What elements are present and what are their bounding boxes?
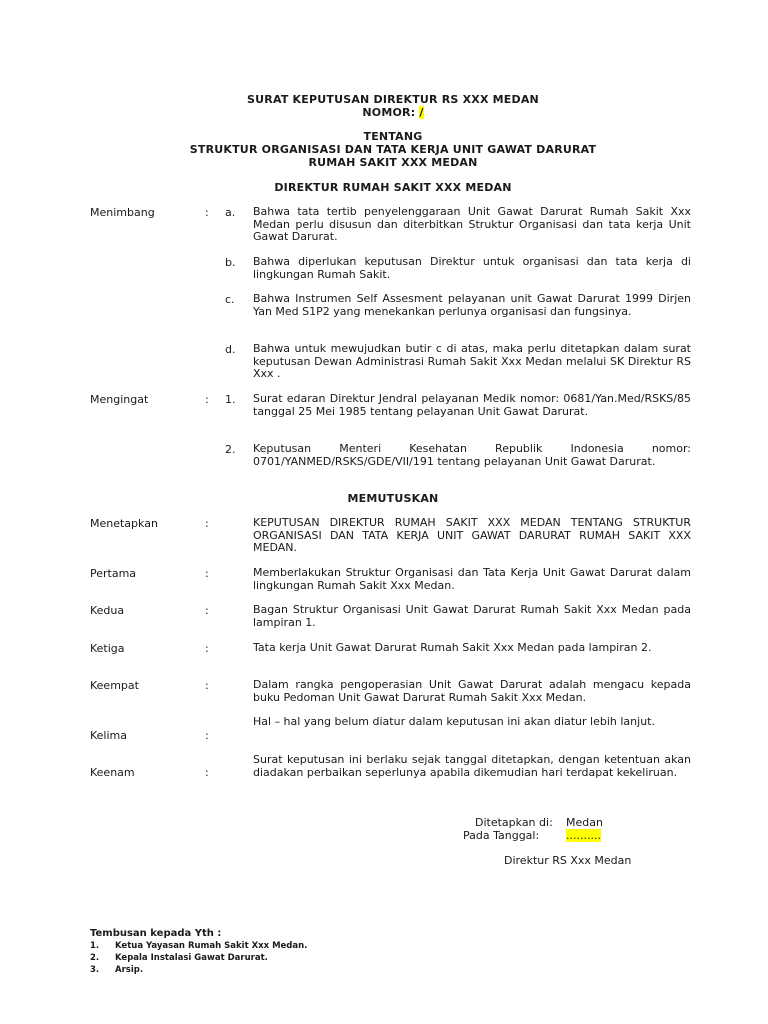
menimbang-letter: d. bbox=[225, 343, 236, 356]
tanggal-value: .......... bbox=[566, 829, 601, 842]
tembusan-number: 3. bbox=[90, 965, 100, 975]
menimbang-colon: : bbox=[205, 206, 209, 219]
tentang-heading: TENTANG bbox=[363, 130, 423, 143]
signer-name: Direktur RS Xxx Medan bbox=[504, 854, 632, 867]
decision-colon: : bbox=[205, 679, 209, 692]
tembusan-title: Tembusan kepada Yth : bbox=[90, 928, 222, 939]
menimbang-letter: b. bbox=[225, 256, 236, 269]
decision-label: Keenam bbox=[90, 766, 135, 779]
mengingat-label: Mengingat bbox=[90, 393, 149, 406]
nomor-value: / bbox=[419, 106, 424, 119]
mengingat-number: 1. bbox=[225, 393, 236, 406]
nomor-line bbox=[0, 106, 768, 119]
mengingat-text: Surat edaran Direktur Jendral pelayanan Medik nomor: 0681/Yan.Med/RSKS/85 tanggal 25 Mei 1985 tentang pelayanan Unit Gawat Darurat. bbox=[253, 392, 691, 418]
menimbang-letter: c. bbox=[225, 293, 235, 306]
menimbang-text: Bahwa tata tertib penyelenggaraan Unit Gawat Darurat Rumah Sakit Xxx Medan perlu disusun dan diterbitkan Struktur Organisasi dan tata kerja Unit Gawat Darurat. bbox=[253, 205, 691, 243]
decision-text: Memberlakukan Struktur Organisasi dan Tata Kerja Unit Gawat Darurat dalam lingkungan Rumah Sakit Xxx Medan. bbox=[253, 566, 691, 592]
decision-text: Surat keputusan ini berlaku sejak tanggal ditetapkan, dengan ketentuan akan diadakan perbaikan seperlunya apabila dikemudian hari terdapat kekeliruan. bbox=[253, 753, 691, 779]
decision-colon: : bbox=[205, 729, 209, 742]
decision-colon: : bbox=[205, 766, 209, 779]
menimbang-text: Bahwa diperlukan keputusan Direktur untuk organisasi dan tata kerja di lingkungan Rumah Sakit. bbox=[253, 255, 691, 281]
menimbang-text: Bahwa untuk mewujudkan butir c di atas, maka perlu ditetapkan dalam surat keputusan Dewan Administrasi Rumah Sakit Xxx Medan melalui SK Direktur RS Xxx . bbox=[253, 342, 691, 380]
decision-label: Menetapkan bbox=[90, 517, 158, 530]
nomor-label: NOMOR: bbox=[362, 106, 416, 119]
decision-colon: : bbox=[205, 604, 209, 617]
menimbang-text: Bahwa Instrumen Self Assesment pelayanan unit Gawat Darurat 1999 Dirjen Yan Med S1P2 yang menekankan perlunya organisasi dan fungsinya. bbox=[253, 292, 691, 318]
decision-label: Ketiga bbox=[90, 642, 125, 655]
memutuskan-heading: MEMUTUSKAN bbox=[347, 492, 439, 505]
mengingat-number: 2. bbox=[225, 443, 236, 456]
decision-label: Keempat bbox=[90, 679, 139, 692]
decision-label: Kedua bbox=[90, 604, 125, 617]
decision-colon: : bbox=[205, 567, 209, 580]
issuer-heading: DIREKTUR RUMAH SAKIT XXX MEDAN bbox=[274, 181, 512, 194]
decision-label: Pertama bbox=[90, 567, 137, 580]
subject-line-2: RUMAH SAKIT XXX MEDAN bbox=[308, 156, 478, 169]
decision-text: Dalam rangka pengoperasian Unit Gawat Darurat adalah mengacu kepada buku Pedoman Unit Gawat Darurat Rumah Sakit Xxx Medan. bbox=[253, 678, 691, 704]
decision-colon: : bbox=[205, 642, 209, 655]
mengingat-text: Keputusan Menteri Kesehatan Republik Indonesia nomor: 0701/YANMED/RSKS/GDE/VII/191 tentang pelayanan Unit Gawat Darurat. bbox=[253, 442, 691, 468]
tembusan-number: 1. bbox=[90, 941, 100, 951]
decision-text: Bagan Struktur Organisasi Unit Gawat Darurat Rumah Sakit Xxx Medan pada lampiran 1. bbox=[253, 603, 691, 629]
mengingat-colon: : bbox=[205, 393, 209, 406]
tembusan-number: 2. bbox=[90, 953, 100, 963]
menimbang-label: Menimbang bbox=[90, 206, 155, 219]
decision-text: Hal – hal yang belum diatur dalam keputusan ini akan diatur lebih lanjut. bbox=[253, 715, 655, 728]
subject-line-1: STRUKTUR ORGANISASI DAN TATA KERJA UNIT GAWAT DARURAT bbox=[189, 143, 597, 156]
tembusan-item: Arsip. bbox=[115, 965, 144, 975]
decision-label: Kelima bbox=[90, 729, 128, 742]
ditetapkan-label: Ditetapkan di: bbox=[475, 816, 553, 829]
decision-text: Tata kerja Unit Gawat Darurat Rumah Sakit Xxx Medan pada lampiran 2. bbox=[253, 641, 652, 654]
menimbang-letter: a. bbox=[225, 206, 236, 219]
ditetapkan-value: Medan bbox=[566, 816, 603, 829]
tembusan-item: Kepala Instalasi Gawat Darurat. bbox=[115, 953, 268, 963]
tembusan-item: Ketua Yayasan Rumah Sakit Xxx Medan. bbox=[115, 941, 308, 951]
document-title: SURAT KEPUTUSAN DIREKTUR RS XXX MEDAN bbox=[247, 93, 539, 106]
decision-colon: : bbox=[205, 517, 209, 530]
tanggal-label: Pada Tanggal: bbox=[463, 829, 540, 842]
decision-text: KEPUTUSAN DIREKTUR RUMAH SAKIT XXX MEDAN TENTANG STRUKTUR ORGANISASI DAN TATA KERJA UNIT GAWAT DARURAT RUMAH SAKIT XXX MEDAN. bbox=[253, 516, 691, 554]
